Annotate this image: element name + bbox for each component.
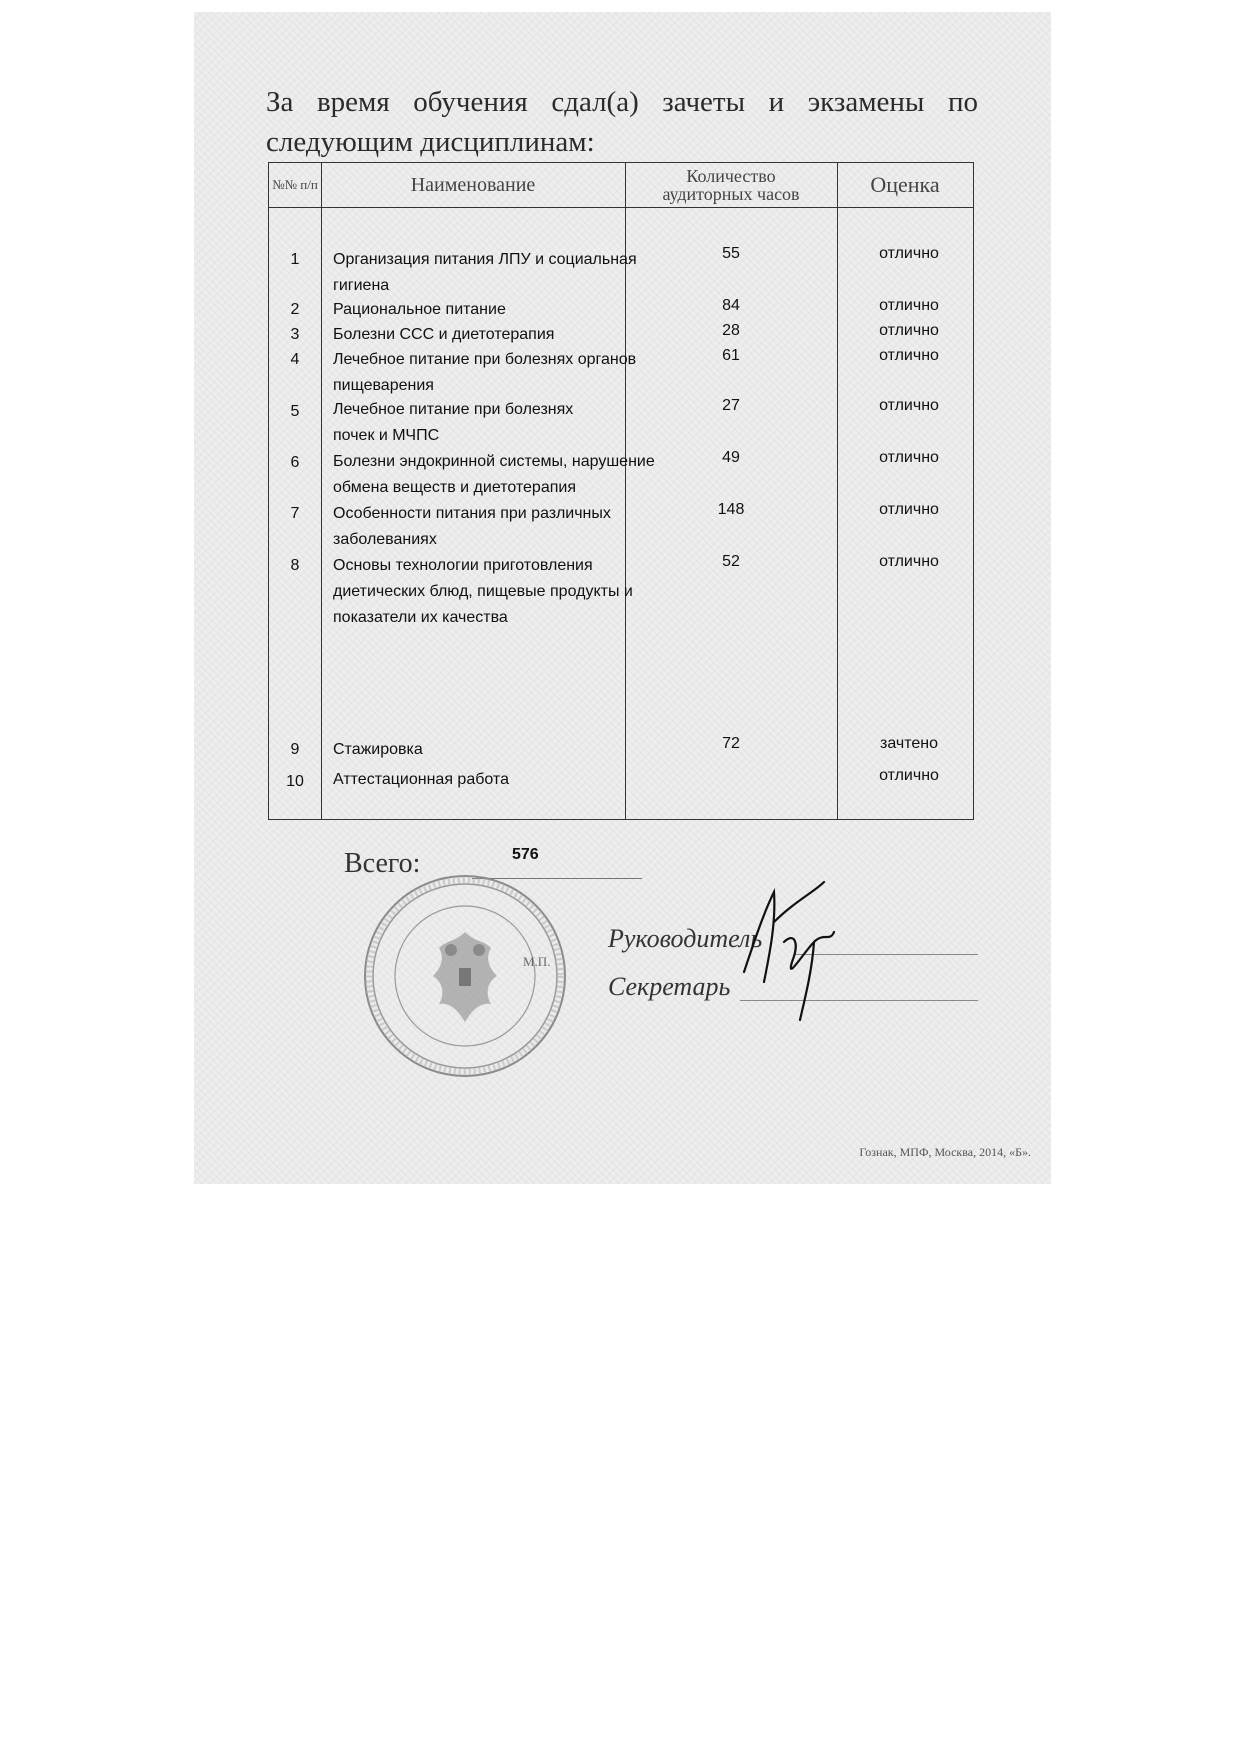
row-grade: отлично — [879, 297, 939, 314]
row-hours: 28 — [722, 322, 740, 339]
row-hours: 49 — [722, 449, 740, 466]
header-hours: Количество аудиторных часов — [662, 166, 800, 204]
row-grade: отлично — [879, 397, 939, 414]
row-grade: отлично — [879, 322, 939, 339]
row-num: 8 — [290, 557, 300, 574]
row-num: 9 — [290, 741, 300, 758]
row-grade: отлично — [879, 347, 939, 364]
row-grade: отлично — [879, 501, 939, 518]
footer-imprint: Гознак, МПФ, Москва, 2014, «Б». — [859, 1145, 1031, 1159]
col-divider — [321, 163, 322, 819]
secretary-label: Секретарь — [608, 972, 731, 1001]
row-name: Лечебное питание при болезнях почек и МЧПС — [333, 401, 574, 444]
header-num: №№ п/п — [272, 177, 318, 192]
row-hours: 148 — [717, 501, 745, 518]
seal-mp-text: М.П. — [523, 954, 551, 969]
row-num: 4 — [290, 351, 300, 368]
col-divider — [837, 163, 838, 819]
row-hours: 61 — [722, 347, 740, 364]
row-name: Стажировка — [333, 741, 423, 758]
row-num: 5 — [290, 403, 300, 420]
row-name: Болезни ССС и диетотерапия — [333, 326, 555, 343]
certificate-sheet — [194, 12, 1051, 1184]
row-name: Основы технологии приготовления диетических блюд, пищевые продукты и показатели их качества — [333, 557, 633, 626]
row-num: 7 — [290, 505, 300, 522]
total-value: 576 — [512, 846, 539, 863]
row-num: 3 — [290, 326, 300, 343]
row-name: Особенности питания при различных заболеваниях — [333, 505, 611, 548]
row-num: 6 — [290, 454, 300, 471]
official-seal — [359, 870, 571, 1082]
row-num: 10 — [286, 773, 304, 790]
disciplines-table — [268, 162, 974, 820]
intro-text: За время обучения сдал(а) зачеты и экзамены по следующим дисциплинам: — [266, 86, 978, 158]
row-grade: отлично — [879, 767, 939, 784]
head-label: Руководитель — [608, 924, 763, 953]
total-label: Всего: — [344, 848, 421, 879]
row-hours: 72 — [722, 735, 740, 752]
row-name: Лечебное питание при болезнях органов пищеварения — [333, 351, 637, 394]
row-grade: отлично — [879, 449, 939, 466]
row-hours: 52 — [722, 553, 740, 570]
header-name: Наименование — [410, 173, 536, 196]
row-num: 1 — [290, 251, 300, 268]
row-name: Аттестационная работа — [333, 771, 509, 788]
row-grade: отлично — [879, 245, 939, 262]
row-grade: зачтено — [880, 735, 938, 752]
row-grade: отлично — [879, 553, 939, 570]
row-hours: 27 — [722, 397, 740, 414]
row-name: Рациональное питание — [333, 301, 506, 318]
header-divider — [269, 207, 973, 208]
row-name: Болезни эндокринной системы, нарушение обмена веществ и диетотерапия — [333, 453, 655, 496]
row-hours: 55 — [722, 245, 740, 262]
handwritten-signature — [734, 872, 884, 1022]
header-grade: Оценка — [870, 172, 940, 197]
row-num: 2 — [290, 301, 300, 318]
row-hours: 84 — [722, 297, 740, 314]
row-name: Организация питания ЛПУ и социальная гигиена — [333, 251, 637, 294]
